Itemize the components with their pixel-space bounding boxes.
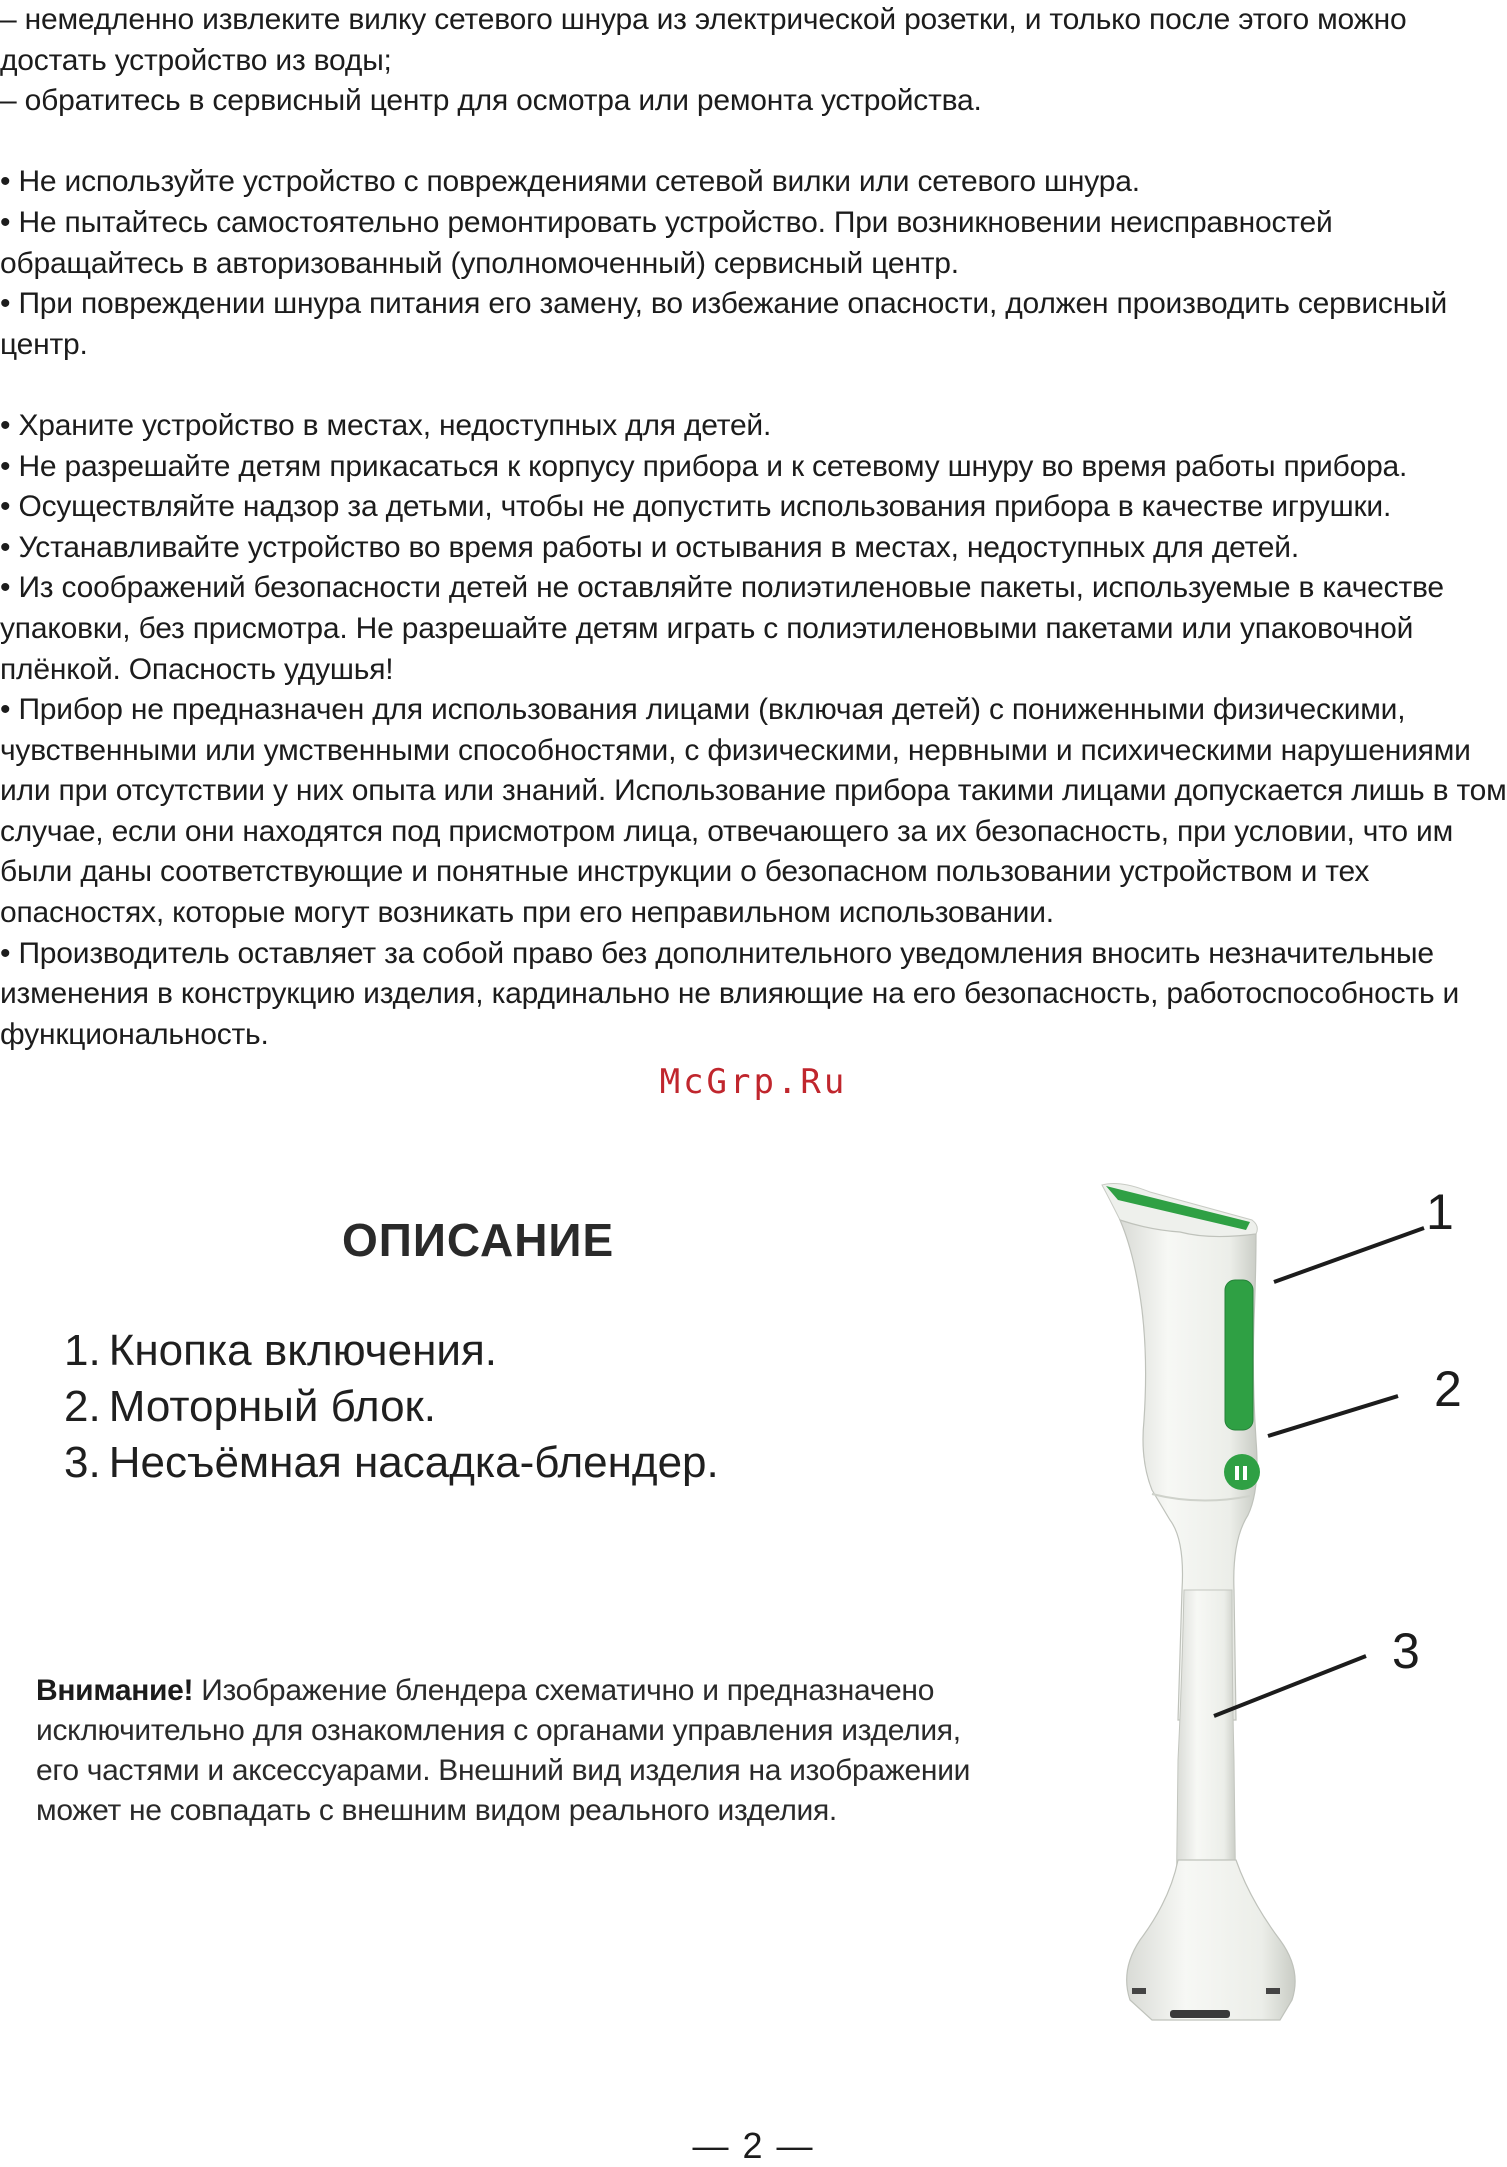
safety-line: • Не используйте устройство с повреждениями сетевой вилки или сетевого шнура. (0, 165, 1140, 199)
description-list (64, 1323, 719, 1491)
safety-instructions (0, 0, 1507, 1055)
safety-line: изменения в конструкцию изделия, кардинально не влияющие на его безопасность, работоспособность и (0, 977, 1460, 1011)
attention-label: Внимание! (36, 1674, 194, 1707)
safety-line: чувственными или умственными способностями, с физическими, нервными и психическими нарушениями (0, 733, 1471, 767)
description-title: ОПИСАНИЕ (342, 1214, 615, 1266)
attention-notice: Внимание! Изображение блендера схематично и предназначено исключительно для ознакомления с органами управления изделия, его частями и аксессуарами. Внешний вид изделия на изображении может не совпадать с внешним видом реального изделия. (36, 1674, 971, 1827)
safety-line: • Не разрешайте детям прикасаться к корпусу прибора и к сетевому шнуру во время работы прибора. (0, 449, 1408, 483)
safety-line: достать устройство из воды; (0, 43, 392, 77)
safety-line: • Из соображений безопасности детей не оставляйте полиэтиленовые пакеты, используемые в качестве (0, 571, 1444, 605)
safety-line: или при отсутствии у них опыта или знаний. Использование прибора такими лицами допускается лишь в том (0, 774, 1507, 808)
list-item: 2. Моторный блок. (64, 1382, 437, 1431)
safety-line: центр. (0, 327, 88, 361)
safety-line: • Не пытайтесь самостоятельно ремонтировать устройство. При возникновении неисправностей (0, 205, 1333, 239)
safety-line: • Производитель оставляет за собой право без дополнительного уведомления вносить незначительные (0, 936, 1434, 970)
callout-line-3 (1214, 1656, 1366, 1716)
safety-line: • Прибор не предназначен для использования лицами (включая детей) с пониженными физическими, (0, 693, 1406, 727)
blender-bell (1127, 1860, 1295, 2020)
power-button-graphic (1225, 1280, 1253, 1430)
safety-line: случае, если они находятся под присмотром лица, отвечающего за их безопасность, при условии, что им (0, 814, 1454, 848)
safety-line: обращайтесь в авторизованный (уполномоченный) сервисный центр. (0, 246, 959, 280)
callout-number-1: 1 (1426, 1184, 1454, 1240)
callout-line-1 (1274, 1228, 1424, 1282)
brand-logo-mark (1224, 1454, 1260, 1490)
callout-line-2 (1268, 1396, 1398, 1436)
paragraph-gap (0, 365, 1490, 406)
safety-line: были даны соответствующие и понятные инструкции о безопасном пользовании устройством и тех (0, 855, 1370, 889)
safety-line: • При повреждении шнура питания его замену, во избежание опасности, должен производить сервисный (0, 287, 1448, 321)
safety-line: плёнкой. Опасность удушья! (0, 652, 394, 686)
safety-line: • Устанавливайте устройство во время работы и остывания в местах, недоступных для детей. (0, 530, 1299, 564)
safety-line: • Осуществляйте надзор за детьми, чтобы не допустить использования прибора в качестве игрушки. (0, 490, 1392, 524)
page-number: — 2 — (692, 2125, 815, 2166)
safety-line: опасностях, которые могут возникать при его неправильном использовании. (0, 896, 1054, 930)
list-item: 3. Несъёмная насадка-блендер. (64, 1438, 719, 1487)
callout-number-3: 3 (1392, 1623, 1420, 1679)
blender-illustration (1060, 1160, 1500, 2040)
safety-line: • Храните устройство в местах, недоступных для детей. (0, 408, 772, 442)
safety-line: – обратитесь в сервисный центр для осмотра или ремонта устройства. (0, 84, 982, 118)
safety-line: – немедленно извлеките вилку сетевого шнура из электрической розетки, и только после этого можно (0, 3, 1407, 36)
paragraph-gap (0, 122, 1490, 163)
safety-line: функциональность. (0, 1017, 269, 1051)
blender-bell-slot (1170, 2010, 1230, 2018)
list-item: 1. Кнопка включения. (64, 1326, 497, 1375)
safety-line: упаковки, без присмотра. Не разрешайте детям играть с полиэтиленовыми пакетами или упаковочной (0, 611, 1414, 645)
callout-number-2: 2 (1434, 1361, 1462, 1417)
watermark: McGrp.Ru (659, 1062, 848, 1102)
